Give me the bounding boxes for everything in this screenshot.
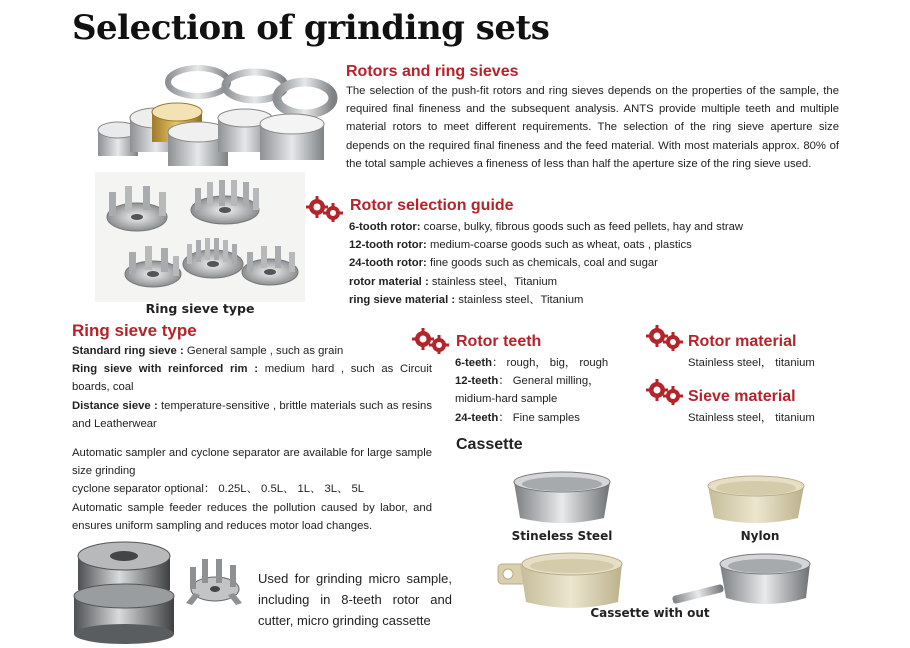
cassette-caption-steel: Stineless Steel xyxy=(511,529,613,543)
sieve-material-text: Stainless steel， titanium xyxy=(688,412,815,424)
list-item: 12-teeth： General milling， midium-hard sample xyxy=(455,375,600,406)
sampler-info: Automatic sampler and cyclone separator are available for large sample size grinding cyclone separator optional： 0.25L、 0.5L、 1L、 3L、 5L Automatic sample feeder reduces the pollution caused by labor, and ensures uniform sampling and reduces motor load changes. xyxy=(72,447,432,532)
list-item: 6-tooth rotor: coarse, bulky, fibrous goods such as feed pellets, hay and straw xyxy=(349,221,744,233)
ring-sieve-type-list xyxy=(72,342,432,433)
cassette-caption-with-out: Cassette with out xyxy=(590,606,710,620)
ring-sieve-type-heading: Ring sieve type xyxy=(72,321,197,340)
sieve-material-heading: Sieve material xyxy=(688,388,796,405)
rotor-material-text: Stainless steel， titanium xyxy=(688,357,815,369)
list-item: ring sieve material : stainless steel、Titanium xyxy=(349,293,584,306)
list-item: 24-tooth rotor: fine goods such as chemicals, coal and sugar xyxy=(349,257,658,270)
gears-icon xyxy=(412,328,452,354)
rotor-guide-heading: Rotor selection guide xyxy=(350,197,514,214)
rotors-image xyxy=(95,172,305,302)
gears-icon xyxy=(646,379,686,405)
list-item: rotor material : stainless steel、Titanium xyxy=(349,275,558,288)
list-item: 12-tooth rotor: medium-coarse goods such as wheat, oats , plastics xyxy=(349,239,692,252)
list-item: Distance sieve : temperature-sensitive , brittle materials such as resins and Leatherwear xyxy=(72,399,432,430)
list-item: 6-teeth： rough， big， rough xyxy=(455,357,609,369)
gears-icon xyxy=(306,196,346,222)
gears-icon xyxy=(646,325,686,351)
page-title: Selection of grinding sets xyxy=(72,8,550,48)
rotor-material-heading: Rotor material xyxy=(688,333,797,350)
ring-sieves-image xyxy=(90,60,340,180)
micro-cassette-image xyxy=(72,538,177,646)
rotor-teeth-list xyxy=(455,354,625,427)
cassette-heading: Cassette xyxy=(456,436,523,453)
micro-description: Used for grinding micro sample, including in 8-teeth rotor and cutter, micro grinding cassette xyxy=(258,571,452,628)
cassette-caption-nylon: Nylon xyxy=(740,529,780,543)
steel-cassette-image xyxy=(510,470,614,526)
list-item: 24-teeth： Fine samples xyxy=(455,411,580,424)
ring-sieve-caption: Ring sieve type xyxy=(145,301,255,316)
rotors-sieves-body: The selection of the push-fit rotors and ring sieves depends on the properties of the sample, the required final fineness and the subsequent analysis. ANTS provide multiple teeth and multiple material rotors to meet different requirements. The selection of the ring sieve aperture size depends on the required final fineness and the feed material. With most materials approx. 80% of the total sample achieves a fineness of less than half the aperture size of the ring sieve used. xyxy=(346,85,839,170)
micro-rotor-image xyxy=(182,553,248,611)
nylon-cassette-image xyxy=(704,474,808,528)
list-item: Standard ring sieve : General sample , such as grain xyxy=(72,345,344,357)
rotor-teeth-heading: Rotor teeth xyxy=(456,333,542,350)
list-item: Ring sieve with reinforced rim : medium hard , such as Circuit boards, coal xyxy=(72,363,432,394)
rotors-sieves-heading: Rotors and ring sieves xyxy=(346,63,519,80)
rotor-guide-list xyxy=(349,218,829,309)
